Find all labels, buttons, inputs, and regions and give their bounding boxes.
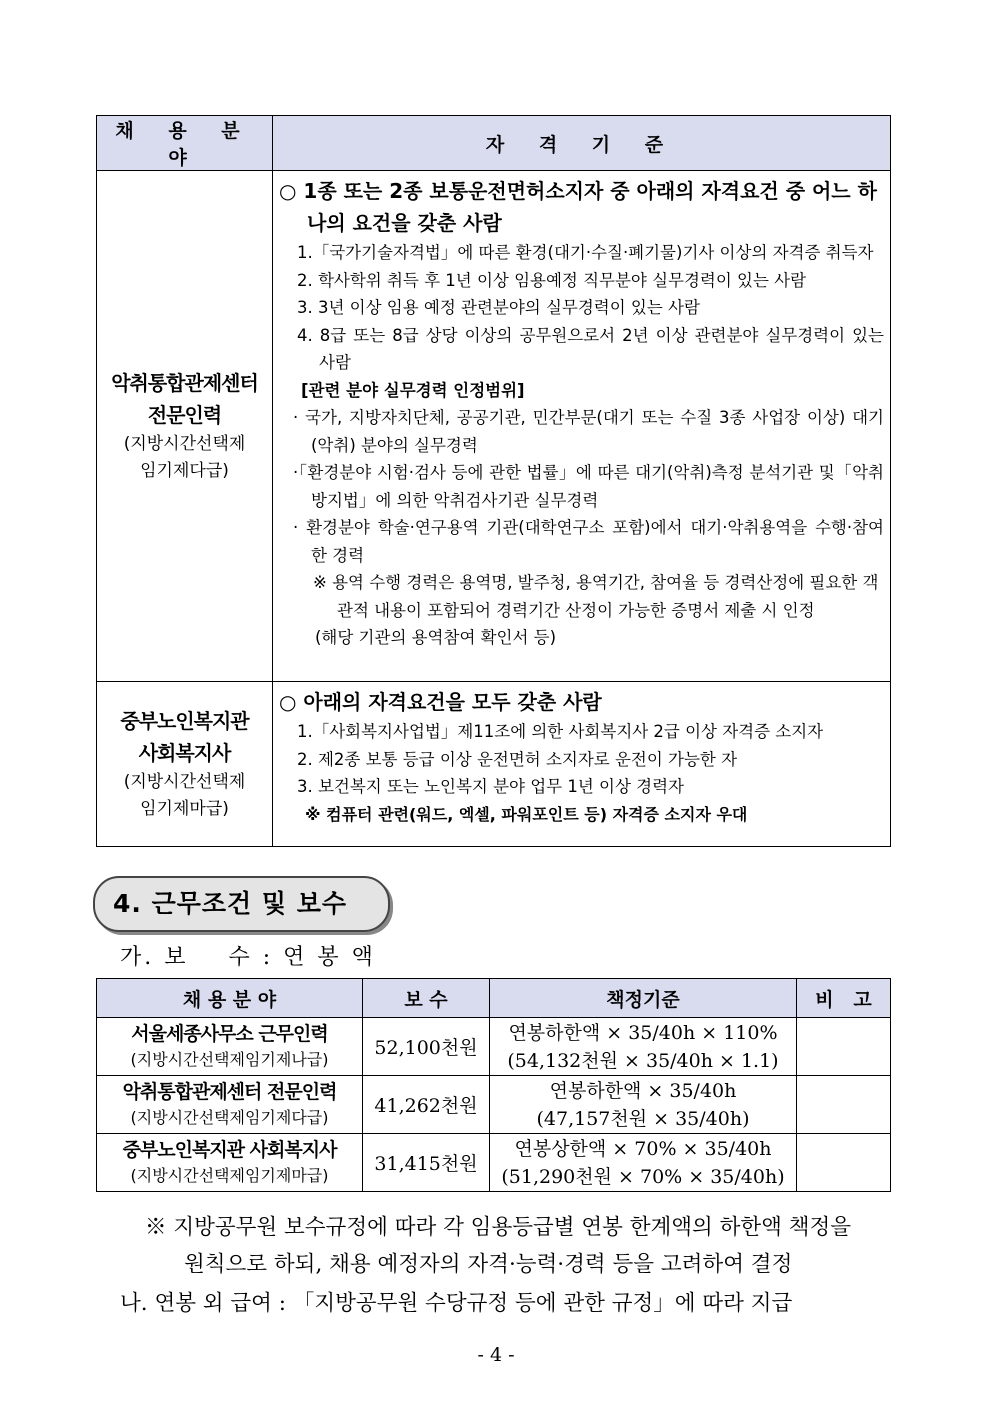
- pay-table: [96, 978, 891, 1192]
- remark-cell: [797, 1018, 891, 1076]
- table-header-row: [97, 979, 891, 1018]
- table-row: [97, 171, 891, 682]
- preference-note: ※ 컴퓨터 관련(워드, 엑셀, 파워포인트 등) 자격증 소지자 우대: [305, 804, 748, 824]
- field-name: 사회복지사: [138, 741, 231, 765]
- criteria-formula: 연봉하한액 × 35/40h × 110%: [508, 1021, 778, 1044]
- page-number: - 4 -: [477, 1344, 515, 1366]
- header-pay: 보 수: [363, 979, 490, 1018]
- criteria-cell: [490, 1018, 797, 1076]
- criteria-calculation: (54,132천원 × 35/40h × 1.1): [507, 1049, 779, 1072]
- criteria-bullet: ○ 1종 또는 2종 보통운전면허소지자 중 아래의 자격요건 중 어느 하나의 요건을 갖춘 사람: [279, 179, 877, 235]
- experience-scope-item: · 환경분야 학술·연구용역 기관(대학연구소 포함)에서 대기·악취용역을 수행·참여한 경력: [293, 518, 884, 565]
- criteria-cell: [273, 682, 891, 847]
- criteria-item: 4. 8급 또는 8급 상당 이상의 공무원으로서 2년 이상 관련분야 실무경력이 있는 사람: [297, 325, 884, 372]
- criteria-formula: 연봉하한액 × 35/40h: [549, 1079, 737, 1102]
- criteria-formula: 연봉상한액 × 70% × 35/40h: [514, 1137, 772, 1160]
- criteria-item: 2. 학사학위 취득 후 1년 이상 임용예정 직무분야 실무경력이 있는 사람: [297, 270, 807, 290]
- field-cell: [97, 682, 273, 847]
- header-criteria: 자 격 기 준: [273, 116, 891, 171]
- section-heading: [93, 876, 390, 932]
- field-grade: (지방시간선택제임기제나급): [130, 1050, 329, 1069]
- field-cell: [97, 1018, 363, 1076]
- criteria-cell: [273, 171, 891, 682]
- section-title: 4. 근무조건 및 보수: [113, 889, 348, 918]
- criteria-calculation: (47,157천원 × 35/40h): [536, 1107, 750, 1130]
- subsection-other-pay: 나. 연봉 외 급여 : 「지방공무원 수당규정 등에 관한 규정」에 따라 지급: [120, 1291, 793, 1316]
- criteria-item: 3. 3년 이상 임용 예정 관련분야의 실무경력이 있는 사람: [297, 298, 700, 317]
- field-name: 악취통합관제센터 전문인력: [122, 1081, 337, 1103]
- table-row: [97, 682, 891, 847]
- table-row: [97, 1018, 891, 1076]
- qualification-table: [96, 115, 891, 847]
- pay-amount: 52,100천원: [363, 1018, 490, 1076]
- criteria-cell: [490, 1134, 797, 1192]
- header-field: 채 용 분 야: [97, 979, 363, 1018]
- field-name: 전문인력: [147, 403, 222, 427]
- field-cell: [97, 1076, 363, 1134]
- criteria-item: 2. 제2종 보통 등급 이상 운전면허 소지자로 운전이 가능한 자: [297, 749, 738, 769]
- criteria-item: 1.「국가기술자격법」에 따른 환경(대기·수질·폐기물)기사 이상의 자격증 취득자: [297, 243, 874, 262]
- field-cell: [97, 1134, 363, 1192]
- subsection-pay: 가. 보 수 : 연 봉 액: [120, 945, 376, 970]
- field-grade: (지방시간선택제: [123, 772, 246, 792]
- criteria-cell: [490, 1076, 797, 1134]
- criteria-item: 1.「사회복지사업법」제11조에 의한 사회복지사 2급 이상 자격증 소지자: [297, 722, 824, 741]
- field-grade: (지방시간선택제: [123, 434, 246, 454]
- header-remark: 비 고: [797, 979, 891, 1018]
- pay-note: ※ 지방공무원 보수규정에 따라 각 임용등급별 연봉 한계액의 하한액 책정을: [145, 1215, 852, 1240]
- field-name: 중부노인복지관: [120, 709, 249, 733]
- field-grade: 임기제마급): [140, 799, 229, 819]
- field-grade: (지방시간선택제임기제마급): [130, 1166, 329, 1185]
- table-row: [97, 1134, 891, 1192]
- criteria-note: ※ 용역 수행 경력은 용역명, 발주청, 용역기간, 참여율 등 경력산정에 필요한 객관적 내용이 포함되어 경력기간 산정이 가능한 증명서 제출 시 인정: [313, 573, 879, 620]
- criteria-calculation: (51,290천원 × 70% × 35/40h): [501, 1165, 785, 1188]
- criteria-note-detail: (해당 기관의 용역참여 확인서 등): [315, 628, 557, 647]
- field-name: 서울세종사무소 근무인력: [131, 1023, 328, 1045]
- table-row: [97, 1076, 891, 1134]
- field-name: 중부노인복지관 사회복지사: [122, 1139, 337, 1161]
- experience-scope-heading: [관련 분야 실무경력 인정범위]: [301, 380, 525, 400]
- remark-cell: [797, 1076, 891, 1134]
- header-field: 채 용 분 야: [97, 116, 273, 171]
- table-header-row: [97, 116, 891, 171]
- criteria-item: 3. 보건복지 또는 노인복지 분야 업무 1년 이상 경력자: [297, 777, 684, 796]
- header-criteria: 책정기준: [490, 979, 797, 1018]
- pay-amount: 41,262천원: [363, 1076, 490, 1134]
- experience-scope-item: · 국가, 지방자치단체, 공공기관, 민간부문(대기 또는 수질 3종 사업장 이상) 대기(악취) 분야의 실무경력: [293, 408, 884, 455]
- field-name: 악취통합관제센터: [111, 371, 258, 395]
- pay-note-continued: 원칙으로 하되, 채용 예정자의 자격·능력·경력 등을 고려하여 결정: [184, 1252, 793, 1277]
- field-grade: 임기제다급): [140, 461, 229, 481]
- field-cell: [97, 171, 273, 682]
- pay-amount: 31,415천원: [363, 1134, 490, 1192]
- field-grade: (지방시간선택제임기제다급): [130, 1108, 329, 1127]
- experience-scope-item: ·「환경분야 시험·검사 등에 관한 법률」에 따른 대기(악취)측정 분석기관 및「악취방지법」에 의한 악취검사기관 실무경력: [293, 463, 884, 510]
- criteria-bullet: ○ 아래의 자격요건을 모두 갖춘 사람: [279, 690, 602, 714]
- remark-cell: [797, 1134, 891, 1192]
